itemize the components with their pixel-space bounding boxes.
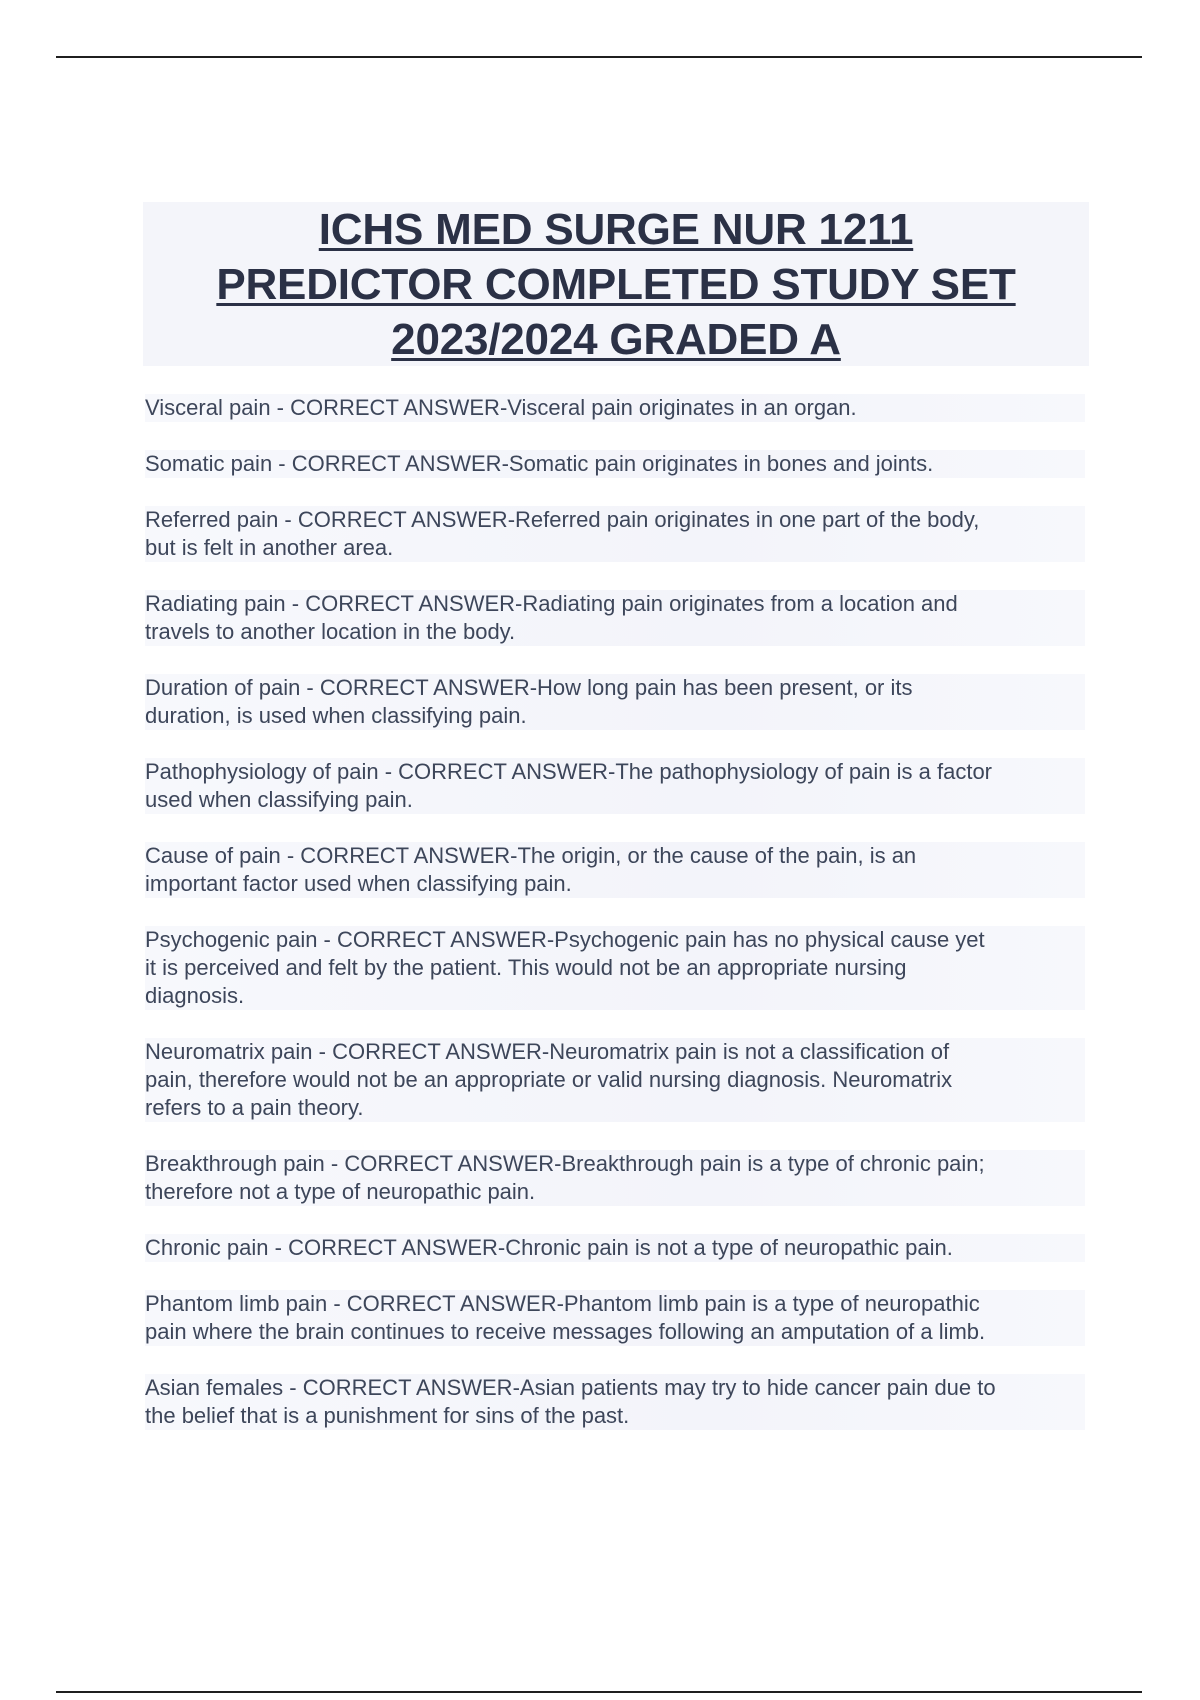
qa-item-line: it is perceived and felt by the patient. This would not be an appropriate nursing xyxy=(145,955,907,980)
qa-item-line: important factor used when classifying pain. xyxy=(145,871,572,896)
qa-item-line: Visceral pain - CORRECT ANSWER-Visceral pain originates in an organ. xyxy=(145,395,857,420)
qa-item-line: Radiating pain - CORRECT ANSWER-Radiating pain originates from a location and xyxy=(145,591,958,616)
qa-item-line: Breakthrough pain - CORRECT ANSWER-Breakthrough pain is a type of chronic pain; xyxy=(145,1151,985,1176)
qa-item-line: Neuromatrix pain - CORRECT ANSWER-Neuromatrix pain is not a classification of xyxy=(145,1039,950,1064)
qa-item-line: Asian females - CORRECT ANSWER-Asian patients may try to hide cancer pain due to xyxy=(145,1375,996,1400)
title-line: PREDICTOR COMPLETED STUDY SET xyxy=(216,259,1016,309)
qa-item-line: Pathophysiology of pain - CORRECT ANSWER-The pathophysiology of pain is a factor xyxy=(145,759,992,784)
qa-item xyxy=(145,1150,1085,1206)
qa-item-line: duration, is used when classifying pain. xyxy=(145,703,527,728)
footer-rule xyxy=(56,1691,1142,1693)
qa-item xyxy=(145,450,1085,478)
qa-item-line: Cause of pain - CORRECT ANSWER-The origin, or the cause of the pain, is an xyxy=(145,843,917,868)
qa-item-line: Referred pain - CORRECT ANSWER-Referred pain originates in one part of the body, xyxy=(145,507,980,532)
qa-item-line: used when classifying pain. xyxy=(145,787,413,812)
header-rule xyxy=(56,56,1142,58)
qa-item xyxy=(145,394,1085,422)
document-title xyxy=(143,202,1089,366)
qa-item xyxy=(145,758,1085,814)
qa-item-line: Chronic pain - CORRECT ANSWER-Chronic pain is not a type of neuropathic pain. xyxy=(145,1235,953,1260)
qa-item-line: Duration of pain - CORRECT ANSWER-How long pain has been present, or its xyxy=(145,675,913,700)
qa-item-line: the belief that is a punishment for sins of the past. xyxy=(145,1403,630,1428)
qa-item xyxy=(145,1038,1085,1122)
qa-list xyxy=(145,394,1085,1458)
qa-item-line: diagnosis. xyxy=(145,983,245,1008)
qa-item xyxy=(145,842,1085,898)
qa-item-line: pain where the brain continues to receive messages following an amputation of a limb. xyxy=(145,1319,986,1344)
qa-item-line: Psychogenic pain - CORRECT ANSWER-Psychogenic pain has no physical cause yet xyxy=(145,927,985,952)
qa-item xyxy=(145,506,1085,562)
qa-item xyxy=(145,1374,1085,1430)
qa-item-line: but is felt in another area. xyxy=(145,535,394,560)
qa-item xyxy=(145,590,1085,646)
title-line: 2023/2024 GRADED A xyxy=(391,314,841,364)
qa-item xyxy=(145,926,1085,1010)
title-line: ICHS MED SURGE NUR 1211 xyxy=(318,204,914,254)
qa-item xyxy=(145,674,1085,730)
qa-item-line: pain, therefore would not be an appropriate or valid nursing diagnosis. Neuromatrix xyxy=(145,1067,953,1092)
qa-item-line: travels to another location in the body. xyxy=(145,619,516,644)
qa-item-line: Somatic pain - CORRECT ANSWER-Somatic pain originates in bones and joints. xyxy=(145,451,934,476)
qa-item xyxy=(145,1290,1085,1346)
qa-item-line: refers to a pain theory. xyxy=(145,1095,364,1120)
qa-item xyxy=(145,1234,1085,1262)
qa-item-line: Phantom limb pain - CORRECT ANSWER-Phantom limb pain is a type of neuropathic xyxy=(145,1291,980,1316)
qa-item-line: therefore not a type of neuropathic pain. xyxy=(145,1179,536,1204)
